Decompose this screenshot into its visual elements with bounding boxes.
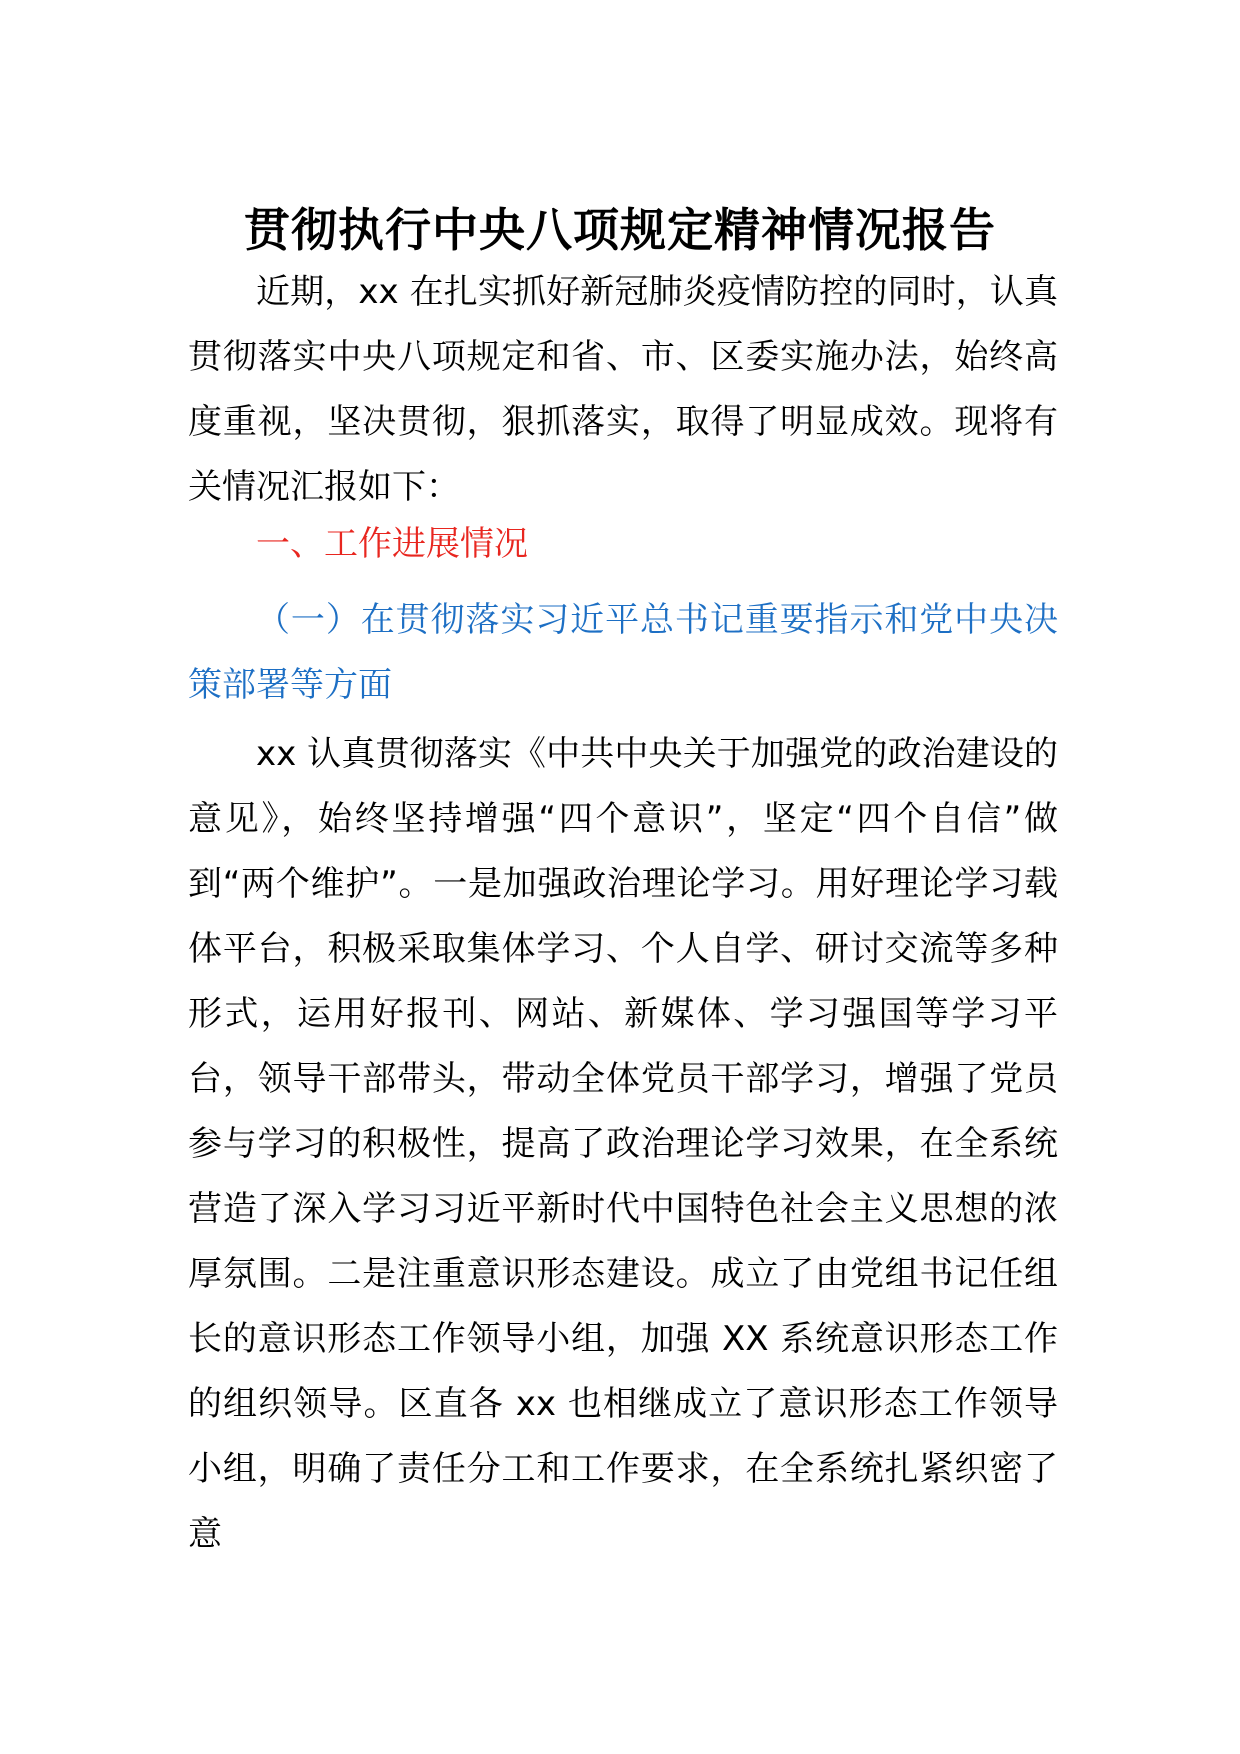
body-paragraph: xx 认真贯彻落实《中共中央关于加强党的政治建设的意见》，始终坚持增强“四个意识”，坚定“四个自信”做到“两个维护”。一是加强政治理论学习。用好理论学习载体平台，积极采取集体学习、个人自学、研讨交流等多种形式，运用好报刊、网站、新媒体、学习强国等学习平台，领导干部带头，带动全体党员干部学习，增强了党员参与学习的积极性，提高了政治理论学习效果，在全系统营造了深入学习习近平新时代中国特色社会主义思想的浓厚氛围。二是注重意识形态建设。成立了由党组书记任组长的意识形态工作领导小组，加强 XX 系统意识形态工作的组织领导。区直各 xx 也相继成立了意识形态工作领导小组，明确了责任分工和工作要求，在全系统扎紧织密了意	[188, 734, 1058, 1554]
document-title: 贯彻执行中央八项规定精神情况报告	[244, 203, 996, 257]
section-heading-work-progress: 一、工作进展情况	[256, 524, 528, 564]
intro-paragraph: 近期，xx 在扎实抓好新冠肺炎疫情防控的同时，认真贯彻落实中央八项规定和省、市、区委实施办法，始终高度重视，坚决贯彻，狠抓落实，取得了明显成效。现将有关情况汇报如下：	[188, 272, 1058, 507]
subsection-heading-1: （一）在贯彻落实习近平总书记重要指示和党中央决策部署等方面	[188, 600, 1058, 705]
